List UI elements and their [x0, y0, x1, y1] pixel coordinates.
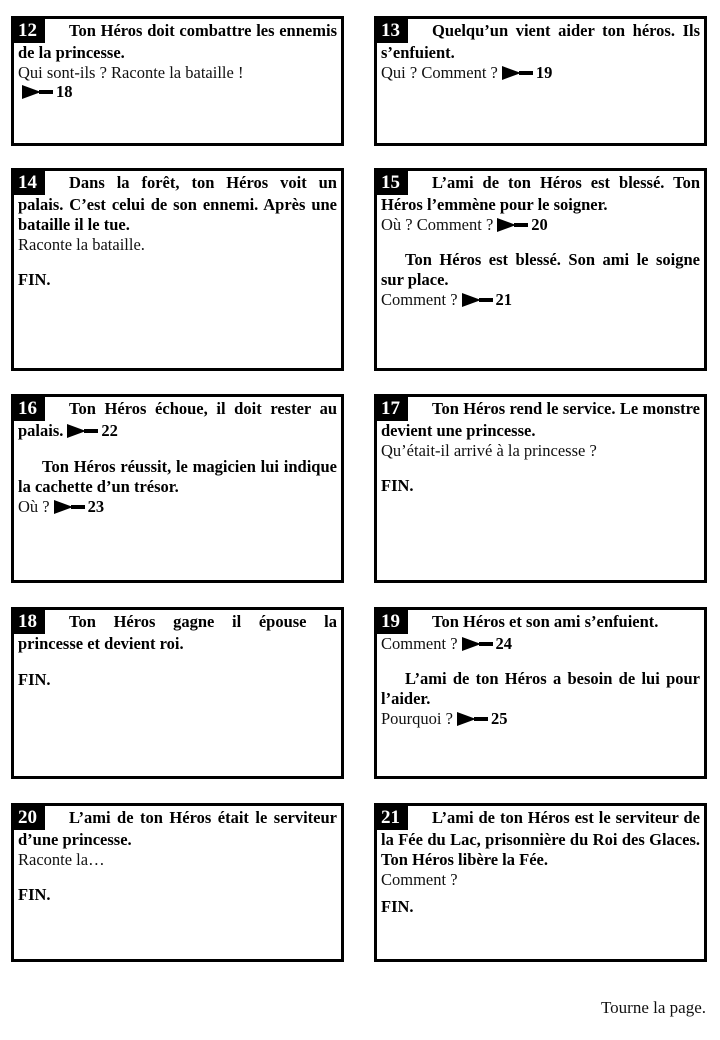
card-body	[381, 171, 700, 309]
block-gap	[381, 889, 700, 897]
narrative-text: L’ami de ton Héros est blessé. Ton Héros l’emmène pour le soigner.	[381, 173, 700, 214]
question-text: Qui ? Comment ?	[381, 63, 498, 82]
question-text: Comment ?	[381, 290, 458, 309]
question-text: Où ?	[18, 497, 50, 516]
card-grid	[11, 16, 707, 962]
card-row	[11, 607, 707, 779]
card-question-goto[interactable]	[381, 290, 700, 309]
card-body	[381, 610, 700, 728]
card-number-badge: 21	[377, 806, 408, 830]
right-triangle-arrow-icon	[462, 637, 493, 651]
right-triangle-arrow-icon	[457, 712, 488, 726]
narrative-text: Dans la forêt, ton Héros voit un palais. C’est celui de son ennemi. Après une bataille il le tue.	[18, 173, 337, 234]
card-body	[18, 19, 337, 101]
narrative-text: L’ami de ton Héros a besoin de lui pour l’aider.	[381, 669, 700, 708]
card-end-label: FIN.	[18, 670, 51, 689]
card-end-label: FIN.	[18, 885, 51, 904]
card-question	[18, 235, 337, 254]
card-number-badge: 12	[14, 19, 45, 43]
card-number-badge: 16	[14, 397, 45, 421]
goto-ref[interactable]: 18	[56, 82, 73, 101]
goto-ref[interactable]: 19	[535, 63, 553, 82]
block-gap	[18, 254, 337, 270]
card-question-goto[interactable]	[381, 709, 700, 728]
card-question	[18, 850, 337, 869]
goto-ref[interactable]: 23	[87, 497, 105, 516]
story-card-18[interactable]	[11, 607, 344, 779]
card-narrative	[381, 610, 700, 634]
card-end-label: FIN.	[18, 270, 51, 289]
card-end-label: FIN.	[381, 897, 414, 916]
card-body	[381, 806, 700, 916]
right-triangle-arrow-icon	[462, 293, 493, 307]
narrative-text: Quelqu’un vient aider ton héros. Ils s’enfuient.	[381, 21, 700, 62]
card-narrative	[381, 19, 700, 63]
card-row	[11, 803, 707, 962]
story-card-19[interactable]	[374, 607, 707, 779]
narrative-text: L’ami de ton Héros était le serviteur d’une princesse.	[18, 808, 337, 849]
card-body	[381, 397, 700, 495]
question-text: Comment ?	[381, 634, 458, 653]
question-text: Raconte la bataille.	[18, 235, 145, 254]
narrative-text: Ton Héros doit combattre les ennemis de la princesse.	[18, 21, 337, 62]
block-gap	[18, 869, 337, 885]
row-spacer	[11, 146, 707, 168]
card-number-badge: 14	[14, 171, 45, 195]
card-question-goto[interactable]	[18, 497, 337, 516]
right-triangle-arrow-icon	[54, 500, 85, 514]
narrative-text: Ton Héros et son ami s’enfuient.	[432, 612, 659, 631]
block-gap	[18, 654, 337, 670]
narrative-text: Ton Héros gagne il épouse la princesse et devient roi.	[18, 612, 337, 653]
card-narrative	[18, 610, 337, 654]
story-card-20[interactable]	[11, 803, 344, 962]
narrative-text: Ton Héros échoue, il doit rester au palais.	[18, 399, 337, 440]
card-narrative-alt	[18, 457, 337, 497]
card-question-goto[interactable]	[381, 215, 700, 234]
goto-ref[interactable]: 24	[495, 634, 513, 653]
card-body	[18, 171, 337, 289]
goto-ref[interactable]: 20	[531, 215, 548, 234]
card-number-badge: 17	[377, 397, 408, 421]
card-question-goto[interactable]	[381, 634, 700, 653]
card-number-badge: 15	[377, 171, 408, 195]
question-text: Raconte la…	[18, 850, 105, 869]
goto-ref[interactable]: 25	[490, 709, 508, 728]
story-card-17[interactable]	[374, 394, 707, 583]
story-card-15[interactable]	[374, 168, 707, 371]
card-body	[18, 397, 337, 516]
question-text: Où ? Comment ?	[381, 215, 494, 234]
right-triangle-arrow-icon	[67, 424, 98, 438]
block-gap	[381, 234, 700, 250]
block-gap	[381, 653, 700, 669]
card-body	[18, 610, 337, 689]
goto-ref[interactable]: 22	[101, 421, 118, 440]
story-card-13[interactable]	[374, 16, 707, 146]
card-number-badge: 18	[14, 610, 45, 634]
card-narrative-goto[interactable]	[18, 397, 337, 441]
question-text: Comment ?	[381, 870, 458, 889]
right-triangle-arrow-icon	[497, 218, 528, 232]
card-number-badge: 13	[377, 19, 408, 43]
card-narrative	[18, 19, 337, 63]
card-narrative-alt	[381, 250, 700, 290]
card-question	[381, 870, 700, 889]
card-narrative	[18, 806, 337, 850]
card-number-badge: 19	[377, 610, 408, 634]
turn-page-note: Tourne la page.	[600, 998, 706, 1017]
narrative-text: Ton Héros rend le service. Le monstre devient une princesse.	[381, 399, 700, 440]
row-spacer	[11, 371, 707, 394]
card-narrative	[381, 806, 700, 870]
card-narrative	[18, 171, 337, 235]
question-text: Qu’était-il arrivé à la princesse ?	[381, 441, 597, 460]
card-body	[18, 806, 337, 904]
card-question	[381, 441, 700, 460]
story-card-14[interactable]	[11, 168, 344, 371]
card-body	[381, 19, 700, 82]
card-narrative	[381, 171, 700, 215]
card-goto[interactable]	[18, 82, 337, 101]
narrative-text: Ton Héros est blessé. Son ami le soigne sur place.	[381, 250, 700, 289]
narrative-text: L’ami de ton Héros est le serviteur de la Fée du Lac, prisonnière du Roi des Glaces. Ton Héros libère la Fée.	[381, 808, 700, 869]
block-gap	[381, 460, 700, 476]
story-card-16[interactable]	[11, 394, 344, 583]
right-triangle-arrow-icon	[502, 66, 533, 80]
block-gap	[18, 441, 337, 457]
narrative-text: Ton Héros réussit, le magicien lui indique la cachette d’un trésor.	[18, 457, 337, 496]
row-spacer	[11, 583, 707, 607]
card-row	[11, 16, 707, 146]
question-text: Pourquoi ?	[381, 709, 453, 728]
story-card-12[interactable]	[11, 16, 344, 146]
card-number-badge: 20	[14, 806, 45, 830]
card-narrative	[381, 397, 700, 441]
card-question-goto[interactable]	[381, 63, 700, 82]
goto-ref[interactable]: 21	[495, 290, 513, 309]
row-spacer	[11, 779, 707, 803]
question-text: Qui sont-ils ? Raconte la bataille !	[18, 63, 244, 82]
right-triangle-arrow-icon	[22, 85, 53, 99]
card-row	[11, 168, 707, 371]
card-narrative-alt	[381, 669, 700, 709]
card-question	[18, 63, 337, 82]
story-card-21[interactable]	[374, 803, 707, 962]
card-end-label: FIN.	[381, 476, 414, 495]
card-row	[11, 394, 707, 583]
